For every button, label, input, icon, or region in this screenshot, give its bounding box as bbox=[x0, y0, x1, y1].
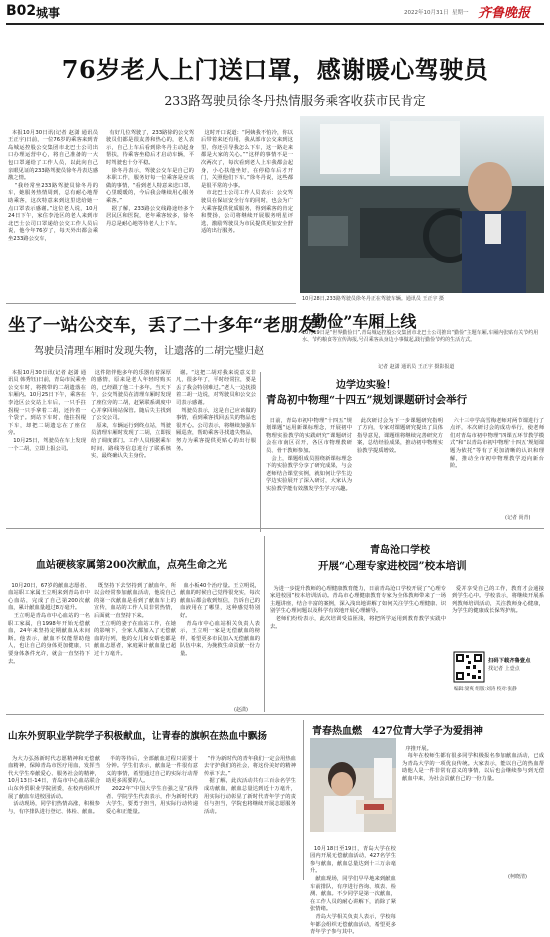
story8-credit: (柯晓清) bbox=[508, 874, 527, 880]
story5-col2: 既坚持下去坚持到了献血年，所以会经常参加献血活动，他说自己的第一次献血是看到了献血车上的宣传，血站的工作人员非常热情，后面就一直坚持下来。 王立明的妻子在血站工作，在她的影响下，全家人都加入了无偿献血的行列，他的女儿和女婿也都是献血志愿者，家庭累计献血量已超过十万毫升。 bbox=[94, 582, 176, 657]
story4-headline: 青岛初中物理“十四五”规划课题研讨会举行 bbox=[266, 394, 468, 406]
story6-col1: 为进一步提升教师的心理健康教育能力，日前青岛沧口学校开展了“心理专家进校园”校本培训活动。青岛市心理健康教育专家为全体教师带来了一场主题讲座，结合丰富的案例，深入浅出地讲解了如何关注学生心理健康、识别学生心理问题以及科学有效地开展心理辅导。 老师们纷纷表示，此次培训受益匪浅，将把所学运用到教育教学实践中去。 bbox=[270, 585, 446, 630]
qr-title: 扫码下载齐鲁壹点 bbox=[488, 658, 531, 664]
qr-code-icon bbox=[454, 652, 484, 682]
divider-vertical-bottom bbox=[303, 720, 304, 880]
story5-col3: 血小板40个治疗量。王立明说，献血的时候自己觉得很充实，每次献血后都会收到短信，告诉自己的血液用在了哪里，这种感觉特别好。 青岛市中心血站相关负责人表示，王立明一家是无偿献血的榜样，希望更多市民加入无偿献血的队伍中来，为挽救生命贡献一份力量。 bbox=[180, 582, 260, 657]
story8-headline: 青春热血燃 427位青大学子为爱捐神 bbox=[312, 726, 483, 737]
story7-headline: 山东外贸职业学院学子积极献血，让青春的旗帜在热血中飘扬 bbox=[8, 731, 268, 742]
story3-headline: 坐了一站公交车，丢了二十多年“老朋友” bbox=[8, 316, 326, 336]
story6-col2: 爱并享受自己的工作，教育才会通接到学生心中。学校表示，将继续开展系列教师培训活动，关注教师身心健康，为学生的健康成长保驾护航。 bbox=[452, 585, 544, 615]
divider-story5 bbox=[6, 714, 544, 715]
divider-vertical-lower bbox=[264, 536, 265, 712]
story5-col1: 10月20日，67岁的献血志愿者、血站职工家属王立明来到青岛市中心血站，完成了自己第200次献血，累计献血量超过8万毫升。 王立明是青岛市中心血站的一名职工家属，自1998年开始无偿献血，24年来坚持定期献血从未间断。他表示，献血不仅能帮助他人，也让自己的身体更加健康，只要身体条件允许，就会一直坚持下去。 bbox=[8, 582, 90, 665]
bus-driver-photo bbox=[300, 116, 544, 293]
story6-kicker: 青岛沧口学校 bbox=[370, 545, 430, 556]
story1-col3: 这时开口说道：“阿姨我不怕冷，你以后带着来还有用，我从部市公交来到这里，你还引导我怎么下车，这一路走来都是大家的关心。”“这样的事情不是一次两次了，每次看到老人上车我都会起身，小心扶他坐好，在停稳车后才开门，关照他们下车。”徐冬丹说，这些都是很平常的小事。 市北巴士公司工作人员表示：公交驾驶员在保证安全行车的同时，也会为广大乘客提供优质服务，得到乘客的肯定和赞扬，公司将继续开展服务明星评选，激励驾驶员为市民提供更加安全舒适的出行服务。 bbox=[201, 129, 293, 235]
page-credits: 编辑:梁爽 组版:刘涛 校对:张静 bbox=[454, 687, 517, 692]
story3-subhead: 驾驶员清理车厢时发现失物，让遗落的二胡完璧归赵 bbox=[34, 346, 264, 357]
blood-drive-photo bbox=[310, 738, 396, 832]
story7-col1: 为大力弘扬新时代志愿精神和无偿献血精神，保障青岛市医疗用血，发挥当代大学生奉献爱心、服务社会的精神，10月13日-14日，青岛市中心血站联合山东外贸职业学院团委，在校内组织开展了献血车进校园活动。 活动现场，同学们热情高涨，积极参与，有序排队进行登记、体检、献血。 bbox=[8, 755, 100, 815]
issue-date: 2022年10月31日 bbox=[404, 10, 449, 16]
story1-subhead: 233路驾驶员徐冬丹热情服务乘客收获市民肯定 bbox=[164, 93, 426, 108]
story3-col2: 这件陪伴他多年的乐器有着深厚的感情，原来是老人年轻时购买的，已经跟了他二十多年。当天下午，公交驾驶员在清理车厢时发现了座位旁的二胡，赶紧联系调度中心并拿回场站保管。随后失主找到了公交公司。 原来，车辆运行到终点站，驾驶员清理车厢时发现了二胡，立即报给了调度部门。工作人员根据乘车时间、路线等信息进行了联系核实，最终确认失主身份。 bbox=[91, 369, 171, 460]
story2-label: “勤俭”车厢上线 bbox=[302, 312, 417, 331]
story2-caption: 10月19日是“世界勤俭日”,青岛城运控股公交集团市北巴士公司推出“勤俭”主题车厢,车厢内张贴有关节约用水、节约粮食等宣传海报,号召乘客从身边小事做起,践行勤俭节约的生活方式。 bbox=[302, 330, 539, 343]
qr-subtitle: 找记者 上壹点 bbox=[488, 666, 520, 672]
story3-col3: 谢。“这把二胡对我来说意义非凡，很多年了，平时经常拉，要是丢了我会特别难过。”老人一边抚摸着二胡一边说，对驾驶员和公交公司表示感谢。 驾驶员表示，这是自己应该做的事情，看到乘客找回丢失的物品也很开心。公司表示，将继续加强车厢巡查，帮助乘客寻找遗失物品，努力为乘客提供更贴心的出行服务。 bbox=[176, 369, 256, 452]
paper-logo: 齐鲁晚报 bbox=[478, 6, 531, 21]
story8-col2: 序推开展。 每年在校师生都有很多同学积极报名参加献血活动，已成为青岛大学的一项优良传统。大家表示，能以自己的热血帮助他人是一件非常有意义的事情，以后也会继续参与到无偿献血中来，为社会贡献自己的一份力量。 bbox=[402, 745, 544, 782]
story5-credit: (赵潇) bbox=[234, 707, 248, 713]
story7-col3: “作为新时代的青年我们一定会用热血去守护我们的社会，将这份美好的精神传承下去。” 据了解，此次活动共有三百余名学生成功献血，献血总量达到近十万毫升，用实际行动彰显了新时代青年学子的责任与担当，学院也将继续开展志愿服务活动。 bbox=[204, 755, 296, 815]
section-name: 城事 bbox=[36, 6, 61, 20]
story4-credit: (记者 尚青) bbox=[505, 515, 531, 521]
story1-col1: 本报10月30日讯(记者 赵潇 通讯员 王正宇)日前，一位76岁的乘客来到青岛城运控股公交集团市北巴士公司出口办理运营中心，将自己准备的一大包口罩递给了工作人员，以此向自己亲眼见证的233路驾驶员徐冬丹表达感激之情。 “我经常坐233路驾驶员徐冬丹的车，她服务热情周到，总有耐心地帮助乘客，这次特意来到这里送给她一点口罩表示感谢。”这位老人说，10月24日下午，家住李沧区的老人来到市北巴士公司口罩递给公交工作人员后说，他今年76岁了，每天外出都会乘坐233路公交车， bbox=[8, 129, 98, 242]
story4-col2: 此次研讨会为下一步课题研究指明了方向，专家对课题研究提出了具体指导意见，课题组将继续完善研究方案，总结经验成果，推动初中物理实验教学提质增效。 bbox=[357, 417, 443, 454]
story1-headline: 76岁老人上门送口罩，感谢暖心驾驶员 bbox=[61, 55, 489, 84]
divider-vertical-mid bbox=[260, 372, 261, 532]
qr-code-block[interactable] bbox=[454, 650, 544, 704]
bus-photo-caption: 10月28日,233路驾驶员徐冬丹正在驾驶车辆。通讯员 王正宇 摄 bbox=[302, 296, 445, 302]
header-rule bbox=[6, 23, 544, 25]
story4-col3: 六十三中学高雪梅老师对两节课进行了点评，本次研讨会的成功举行，使老师们对青岛市初中物理“四课五环节教学模式”和“以青岛市初中物理‘十四五’规划课题为依托”等有了更加清晰的认识和理解，推动全市初中物理教学迈向新台阶。 bbox=[450, 417, 544, 470]
page-code: B02 bbox=[6, 3, 37, 19]
story4-kicker: 边学边实验！ bbox=[336, 380, 396, 391]
story8-col1: 10月18日至19日，青岛大学在校园内开展无偿献血活动，427名学生参与献血，献血总量达到十三万余毫升。 献血现场，同学们早早地来到献血车前排队，有序进行咨询、填表、检测、献血。不少同学是第一次献血，在工作人员的耐心讲解下，消除了紧张情绪。 青岛大学相关负责人表示，学校每年都会组织无偿献血活动，希望更多青年学子参与其中。 bbox=[310, 845, 396, 936]
divider-story1 bbox=[6, 303, 296, 304]
story1-col2: 有好几位驾驶了，233路徐的公交驾驶员们都是很友善和热心的，老人表示，自己上车后看到徐冬丹主动起身帮扶，待乘客坐稳后才启动车辆，平时驾驶也十分平稳。 徐冬丹表示，驾驶公交车是自己的本职工作，服务好每一位乘客是应该做的事情，“看到老人特意来送口罩，心里暖暖的，今后我会继续用心服务乘客。” 据了解，233路公交线路途经多个居民区和医院，老年乘客较多，徐冬丹总是耐心地等待老人上下车。 bbox=[106, 129, 194, 227]
weekday: 星期一 bbox=[452, 10, 469, 16]
story5-headline: 血站硬核家属第200次献血，点亮生命之光 bbox=[36, 560, 227, 571]
divider-story3 bbox=[6, 528, 544, 529]
story7-col2: 半的等待后，全部献血过程只需要十分钟。学生们表示，献血是一件很有意义的事情，希望通过自己的实际行动帮助更多需要的人。 2022年“中国大学生自强之星”获得者、学院学生代表表示，作为新时代的大学生，要勇于担当，用实际行动传递爱心和正能量。 bbox=[106, 755, 198, 815]
story3-col1: 本报10月30日讯(记者 赵潇 通讯员 韩秀钰)日前，青岛市民乘坐公交车时，将携带的二胡遗落在车厢内。10月25日下午，乘客在李沧区公交站上车后，一只手拄拐棍一只手拿着二胡，还拎着一个袋子。到站下车时，他拄拐棍下车，却把二胡遗忘在了座位旁。 10月25日，驾驶员在车上发现一个二胡，立即上报公司。 bbox=[8, 369, 86, 452]
story4-col1: 日前，青岛市初中物理“十四五”规划课题“运用新课标理念，开展初中物理实验教学的实践研究”课题研讨会在市南区召开，各区市物理教研员、骨干教师参加。 会上，课题组成员围绕新课标理念下的实验教学分享了研究成果，与会老师结合课堂实例，就如何让学生边学边实验展开了深入研讨，大家认为实验教学能有效激发学生学习兴趣。 bbox=[266, 417, 352, 492]
story6-headline: 开展“心理专家进校园”校本培训 bbox=[318, 560, 467, 572]
story2-credit: 记者 赵潇 通讯员 王正宇 摄影报道 bbox=[378, 364, 455, 370]
